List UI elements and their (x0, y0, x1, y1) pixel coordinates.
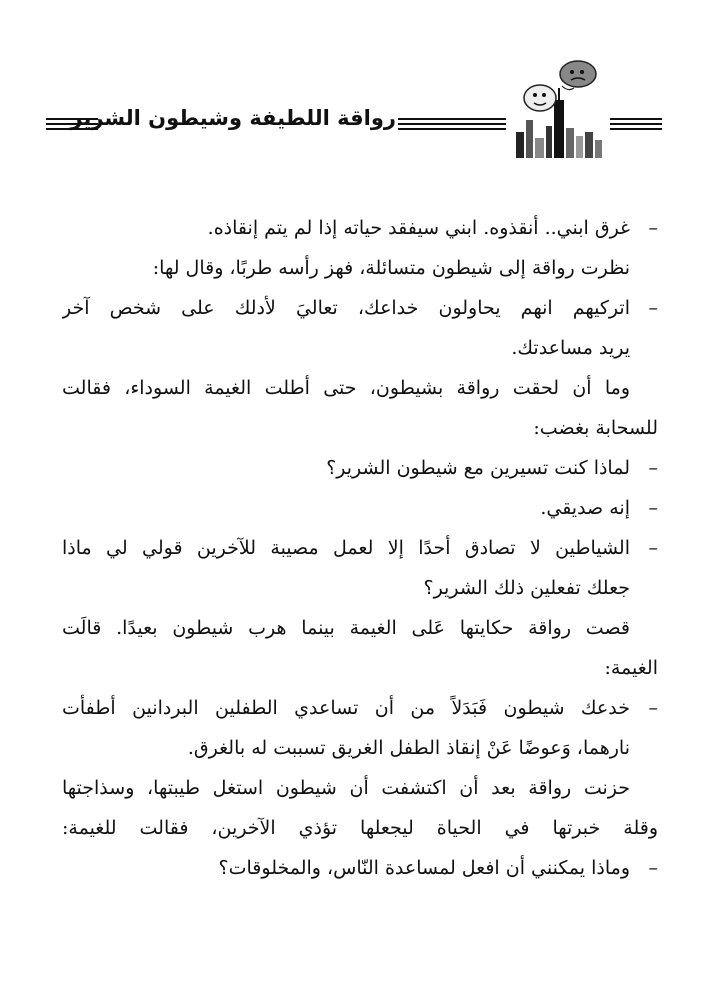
chapter-header (0, 0, 720, 170)
text-line: وقلة خبرتها في الحياة ليجعلها تؤذي الآخرين، فقالت للغيمة: (62, 817, 658, 839)
text-line: وما أن لحقت رواقة بشيطون، حتى أطلت الغيمة السوداء، فقالت (62, 377, 630, 399)
text-line: – إنه صديقي. (62, 488, 658, 528)
text-line: جعلك تفعلين ذلك الشرير؟ (423, 577, 630, 599)
text-line: – وماذا يمكنني أن افعل لمساعدة النّاس، والمخلوقات؟ (62, 848, 658, 888)
cloud-city-logo-icon (512, 58, 606, 162)
text-line: – خدعك شيطون فَبَدَلاً من أن تساعدي الطفلين البردانين أطفأت (62, 688, 658, 728)
text-line: – اتركيهم انهم يحاولون خداعك، تعاليَ لأدلك على شخص آخر (62, 288, 658, 328)
text-line: الغيمة: (604, 657, 658, 679)
text-line: – الشياطين لا تصادق أحدًا إلا لعمل مصيبة للآخرين قولي لي ماذا (62, 528, 658, 568)
story-text (62, 208, 658, 888)
text-line: قصت رواقة حكايتها عَلى الغيمة بينما هرب شيطون بعيدًا. قالَت (62, 617, 630, 639)
text-line: نارهما، وَعوضًا عَنْ إنقاذ الطفل الغريق تسببت له بالغرق. (187, 737, 630, 759)
text-line: يريد مساعدتك. (511, 337, 630, 359)
text-line: للسحابة بغضب: (533, 417, 658, 439)
text-line: – غرق ابني.. أنقذوه. ابني سيفقد حياته إذا لم يتم إنقاذه. (62, 208, 658, 248)
chapter-title: رواقة اللطيفة وشيطون الشرير (70, 106, 396, 130)
text-line: حزنت رواقة بعد أن اكتشفت أن شيطون استغل طيبتها، وسذاجتها (62, 777, 630, 799)
text-line: نظرت رواقة إلى شيطون متسائلة، فهز رأسه طربًا، وقال لها: (152, 257, 630, 279)
title-rule-right (610, 118, 662, 130)
text-line: – لماذا كنت تسيرين مع شيطون الشرير؟ (62, 448, 658, 488)
title-rule-middle (398, 118, 506, 130)
